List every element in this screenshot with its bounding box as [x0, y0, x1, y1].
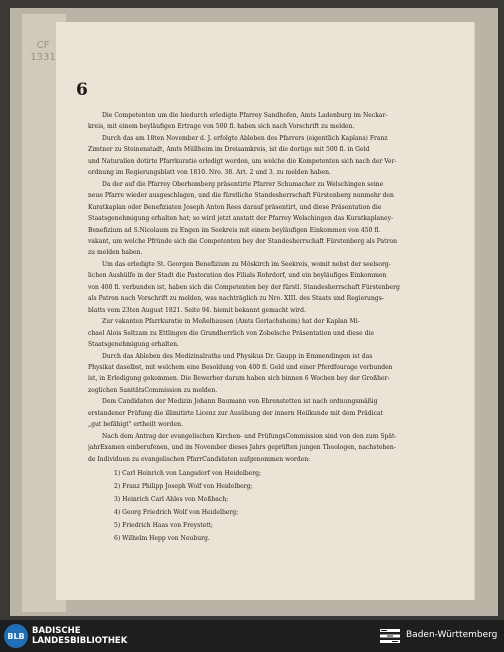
page-number: 6 — [76, 80, 88, 100]
text-line: zoglichen SanitätsCommission zu melden. — [88, 386, 218, 394]
document-page — [56, 22, 474, 600]
text-line: ordnung im Regierungsblatt von 1810. Nro. 38. Art. 2 und 3. zu melden haben. — [88, 169, 331, 177]
candidate-item: 4) Georg Friedrich Wolf von Heidelberg; — [114, 509, 239, 517]
candidate-item: 3) Heinrich Carl Ahles von Moßbach; — [114, 496, 229, 504]
paragraph — [88, 179, 456, 259]
paragraph — [88, 316, 456, 350]
text-line: de Individuen zu evangelischen PfarrCandidaten aufgenommen worden: — [88, 455, 311, 463]
text-line: und Naturalien dotirte Pfarrkuratie erledigt worden, um welche die Kompetenten sich nach der Ver- — [88, 157, 397, 165]
text-line: Durch das am 18ten November d. J. erfolgte Ableben des Pfarrers (eigentlich Kaplans) Franz — [102, 134, 388, 142]
paragraph — [88, 110, 456, 133]
text-line: jahrExamen einberufenen, und im November dieses Jahrs geprüften jungen Theologen, nachstehen- — [88, 444, 396, 452]
text-line: neue Pfarre wieder ausgeschlagen, und die fürstliche Standesherrschaft Fürstenberg nunmehr den — [88, 192, 394, 200]
text-line: Da der auf die Pfarrey Oberhomberg präsentirte Pfarrer Schumacher zu Welschingen seine — [102, 180, 384, 188]
shelfmark-annotation — [28, 40, 58, 64]
text-line: Um das erledigte St. Georgen Benefizium zu Möskirch im Seekreis, womit nebst der seelsorg- — [102, 260, 391, 268]
text-line: Dem Candidaten der Medizin Johann Baumann von Ehrenstetten ist nach ordnungsmäßig — [102, 398, 378, 406]
text-line: Die Competenten um die hiedurch erledigte Pfarrey Sandhofen, Amts Ladenburg im Neckar- — [102, 112, 388, 119]
text-line: ist, in Erledigung gekommen. Die Bewerber darum haben sich binnen 6 Wochen bey der Großher- — [88, 375, 390, 383]
text-line: chael Alois Seltzam zu Ettlingen die Grundherrlich von Zobelsche Präsentation und diese die — [88, 329, 375, 337]
text-line: von 400 fl. verbunden ist, haben sich die Competenten bey der fürstl. Standesherrschaft Fürstenberg — [88, 283, 400, 291]
text-line: Kuratkaplan oder Benefiziaten Joseph Anton Rees darauf präsentirt, und diese Präsentation die — [88, 203, 382, 211]
text-line: Benefizium ad S.Nicolaum zu Engen im Seekreis mit einem beyläufigen Einkommen von 450 fl. — [88, 226, 381, 234]
text-line: Staatsgenehmigung erhalten hat; so wird jetzt anstatt der Pfarrey Welschingen das Kuratkaplaney- — [88, 215, 394, 223]
bw-name[interactable]: Baden-Württemberg — [406, 630, 498, 640]
footer-bar — [0, 620, 504, 652]
text-line: Zimtner zu Steinenstadt, Amts Müllheim im Dreisamkreis, ist die dortige mit 500 fl. in Geld — [88, 146, 370, 154]
paragraph — [88, 396, 456, 430]
shelfmark-line-2: 1331 — [30, 52, 56, 63]
shelfmark-line-1: CF — [36, 40, 50, 51]
candidate-item: 1) Carl Heinrich von Langsdorf von Heidelberg; — [114, 470, 262, 478]
candidate-item: 2) Franz Philipp Joseph Wolf von Heidelberg; — [114, 483, 253, 491]
paragraph — [88, 351, 456, 397]
candidate-item: 5) Friedrich Haas von Freystett; — [114, 522, 214, 530]
paragraph — [88, 259, 456, 316]
text-line: Staatsgenehmigung erhalten. — [88, 341, 179, 349]
bw-lions-emblem-icon — [378, 627, 402, 645]
text-line: vakant, um welche Pfründe sich die Competenten bey der Standesherrschaft Fürstenberg als Patron — [88, 237, 398, 245]
blb-name-line-1: BADISCHE — [32, 626, 81, 636]
text-line: lichen Aushülfe in der Stadt die Pastoration des Filials Rohrdorf, und ein beyläufiges Einkommen — [88, 272, 387, 280]
candidate-item: 6) Wilhelm Hepp von Neuburg. — [114, 535, 210, 543]
text-line: zu melden haben. — [88, 249, 143, 257]
text-line: als Patron nach Vorschrift zu melden, was nachträglich zu Nro. XIII. des Staats und Regierungs- — [88, 295, 384, 303]
blb-name[interactable] — [32, 626, 127, 646]
blb-name-line-2: LANDESBIBLIOTHEK — [32, 636, 128, 646]
text-line: blatts vom 23ten August 1821. Seite 94. hiemit bekannt gemacht wird. — [88, 306, 306, 314]
paragraph — [88, 133, 456, 179]
text-line: kreis, mit einem beyläufigen Ertrage von 500 fl. haben sich nach Vorschrift zu melden. — [88, 123, 355, 131]
paragraph — [88, 431, 456, 465]
candidate-list — [114, 467, 456, 545]
text-line: Nach dem Antrag der evangelischen Kirchen- und PrüfungsCommission sind von den zum Spät- — [102, 432, 397, 440]
text-line: „gut befähigt" ertheilt worden. — [88, 421, 183, 429]
text-line: Durch das Ableben des Medizinalraths und Physikus Dr. Gaupp in Emmendingen ist das — [102, 352, 373, 360]
text-line: Physikat daselbst, mit welchem eine Besoldung von 400 fl. Geld und einer Pferdfourage verbunden — [88, 363, 393, 371]
document-body — [88, 110, 456, 545]
text-line: Zur vakanten Pfarrkuratie in Meßelhausen (Amts Gerlachsheim) hat der Kaplan Mi- — [102, 318, 360, 326]
blb-logo[interactable]: BLB — [4, 624, 28, 648]
text-line: erstandener Prüfung die illimitirte Licenz zur Ausübung der innern Heilkunde mit dem Prädicat — [88, 409, 384, 417]
